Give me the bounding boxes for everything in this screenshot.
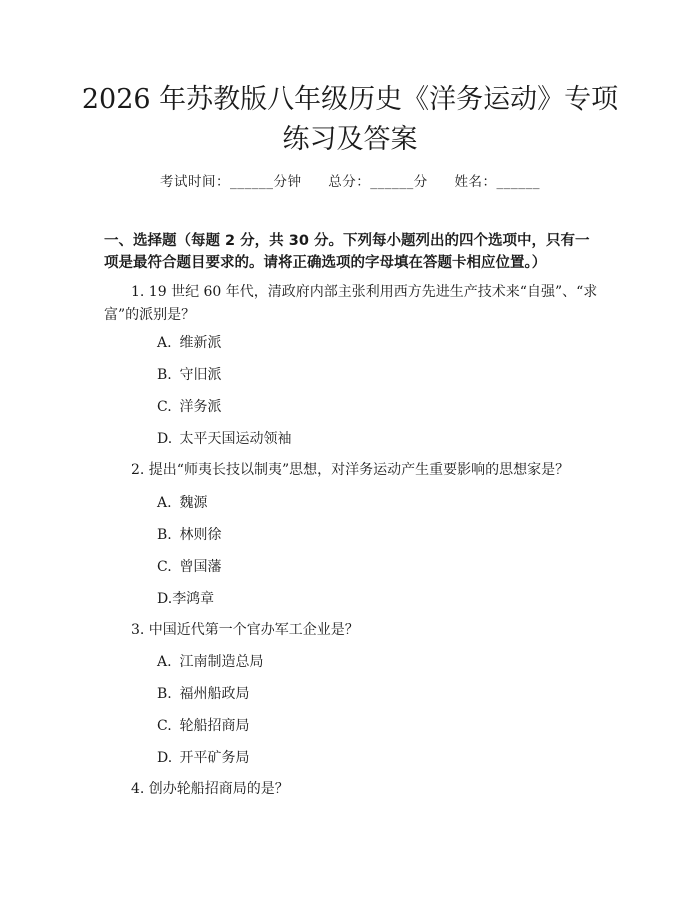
question-3-option-c <box>157 716 249 736</box>
question-4-stem: 4. 创办轮船招商局的是？ <box>131 781 289 797</box>
question-3-stem: 3. 中国近代第一个官办军工企业是？ <box>131 622 359 638</box>
option-letter: A. <box>157 654 172 670</box>
question-2-option-b <box>157 525 221 545</box>
option-text: 守旧派 <box>179 367 222 383</box>
option-text: 轮船招商局 <box>179 718 250 734</box>
option-letter: C. <box>157 559 172 575</box>
title-line-1: 2026 年苏教版八年级历史《洋务运动》专项 <box>81 84 619 115</box>
option-text: 福州船政局 <box>179 686 250 702</box>
option-text: 林则徐 <box>179 527 222 543</box>
exam-meta <box>0 170 700 190</box>
total-score-field: 总分：______分 <box>328 174 428 190</box>
option-letter: B. <box>157 686 172 702</box>
question-3-option-b <box>157 684 249 704</box>
option-letter: B. <box>157 527 172 543</box>
question-2-option-a <box>157 493 207 513</box>
question-3-option-a <box>157 652 263 672</box>
option-text: 江南制造总局 <box>179 654 264 670</box>
option-letter: B. <box>157 367 172 383</box>
question-2-option-c <box>157 557 221 577</box>
option-text: 曾国藩 <box>179 559 222 575</box>
option-text: 太平天国运动领袖 <box>179 431 292 447</box>
title-line-2: 练习及答案 <box>282 124 418 155</box>
question-3-option-d <box>157 748 249 768</box>
question-1-stem: 1. 19 世纪 60 年代，清政府内部主张利用西方先进生产技术来“自强”、“求富”的派别是？ <box>104 284 598 323</box>
option-text: 魏源 <box>179 495 208 511</box>
option-letter: A. <box>157 495 172 511</box>
exam-time-field: 考试时间：______分钟 <box>159 174 302 190</box>
option-text: 开平矿务局 <box>179 750 250 766</box>
option-text: 李鸿章 <box>172 591 215 607</box>
option-letter: D. <box>157 431 173 447</box>
question-1-option-c <box>157 397 221 417</box>
option-letter: D. <box>157 591 173 607</box>
option-text: 洋务派 <box>179 399 222 415</box>
document-title <box>60 80 640 160</box>
question-1-option-d <box>157 429 291 449</box>
option-letter: A. <box>157 335 172 351</box>
option-letter: C. <box>157 399 172 415</box>
question-1-option-a <box>157 333 221 353</box>
question-2-stem: 2. 提出“师夷长技以制夷”思想，对洋务运动产生重要影响的思想家是？ <box>131 462 570 478</box>
section-heading: 一、选择题（每题 2 分，共 30 分。下列每小题列出的四个选项中，只有一项是最符合题目要求的。请将正确选项的字母填在答题卡相应位置。） <box>104 233 590 271</box>
question-1-option-b <box>157 365 221 385</box>
student-name-field: 姓名：______ <box>454 174 541 190</box>
option-text: 维新派 <box>179 335 222 351</box>
option-letter: C. <box>157 718 172 734</box>
option-letter: D. <box>157 750 173 766</box>
question-2-option-d <box>157 589 214 609</box>
